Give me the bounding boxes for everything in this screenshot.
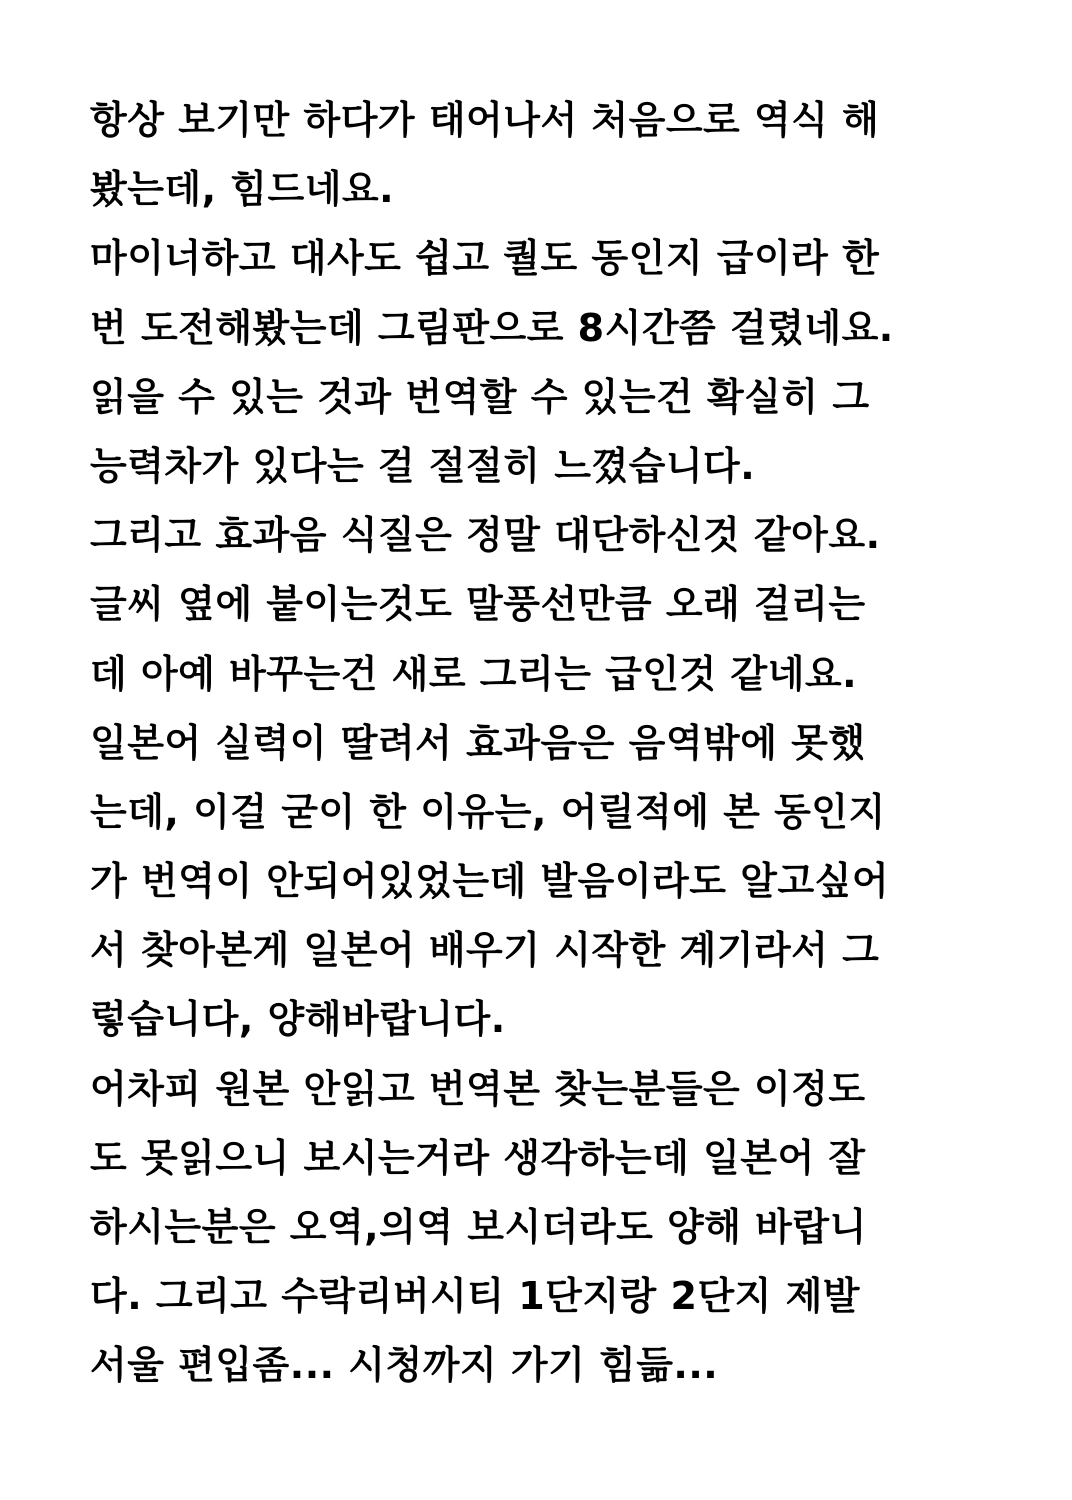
text-line-3: 마이너하고 대사도 쉽고 퀄도 동인지 급이라 한 <box>90 236 880 281</box>
text-line-16: 도 못읽으니 보시는거라 생각하는데 일본어 잘 <box>90 1135 866 1180</box>
text-line-17: 하시는분은 오역,의역 보시더라도 양해 바랍니 <box>90 1205 867 1249</box>
text-line-2: 봤는데, 힘드네요. <box>90 167 395 212</box>
text-line-6: 능력차가 있다는 걸 절절히 느꼈습니다. <box>90 443 756 488</box>
text-line-10: 일본어 실력이 딸려서 효과음은 음역밖에 못했 <box>90 720 866 765</box>
text-line-4: 번 도전해봤는데 그림판으로 8시간쯤 걸렸네요. <box>90 305 894 350</box>
text-line-5: 읽을 수 있는 것과 번역할 수 있는건 확실히 그 <box>90 374 870 419</box>
text-line-8: 글씨 옆에 붙이는것도 말풍선만큼 오래 걸리는 <box>90 582 866 627</box>
text-line-12: 가 번역이 안되어있었는데 발음이라도 알고싶어 <box>90 859 890 904</box>
body-text <box>90 86 1030 1401</box>
text-line-9: 데 아예 바꾸는건 새로 그리는 급인것 같네요. <box>90 651 858 696</box>
text-line-18: 다. 그리고 수락리버시티 1단지랑 2단지 제발 <box>90 1274 861 1319</box>
text-line-14: 렇습니다, 양해바랍니다. <box>90 997 506 1042</box>
text-line-11: 는데, 이걸 굳이 한 이유는, 어릴적에 본 동인지 <box>90 789 886 834</box>
text-line-13: 서 찾아본게 일본어 배우기 시작한 계기라서 그 <box>90 928 880 973</box>
text-line-1: 항상 보기만 하다가 태어나서 처음으로 역식 해 <box>90 98 880 142</box>
text-line-7: 그리고 효과음 식질은 정말 대단하신것 같아요. <box>90 513 881 558</box>
text-line-15: 어차피 원본 안읽고 번역본 찾는분들은 이정도 <box>90 1066 866 1111</box>
text-line-19: 서울 편입좀... 시청까지 가기 힘듦... <box>90 1343 719 1388</box>
